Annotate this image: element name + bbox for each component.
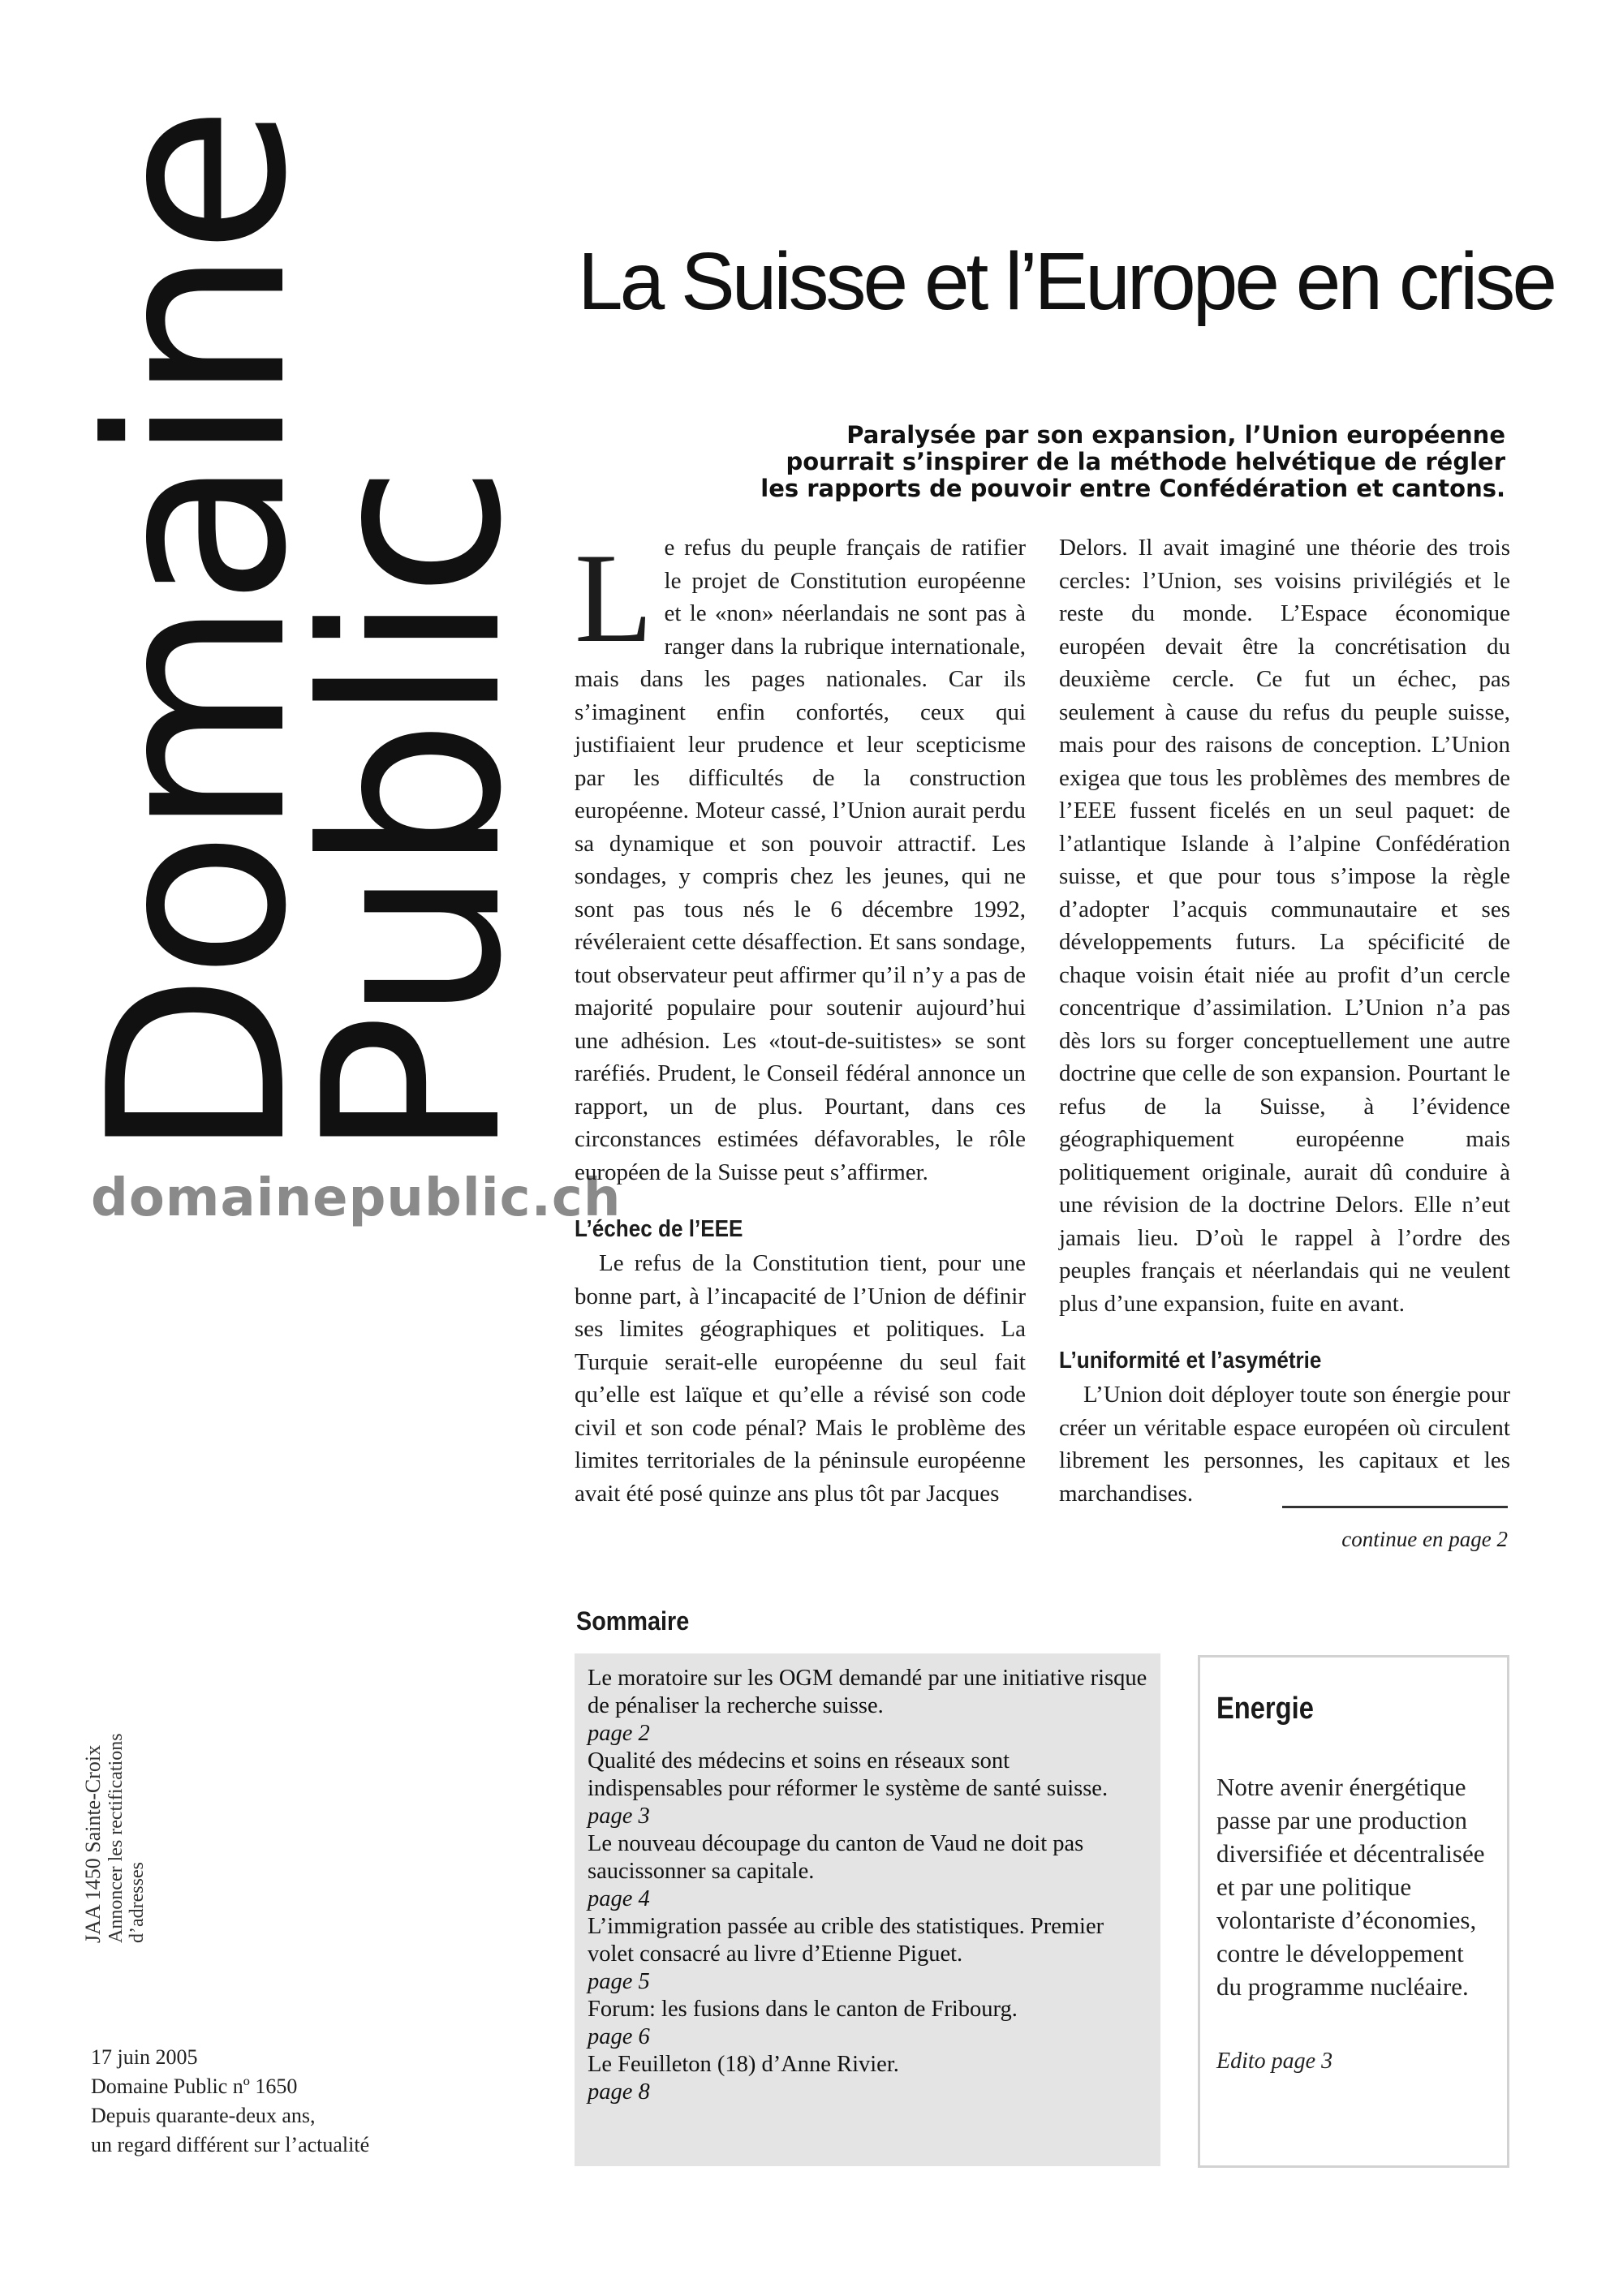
lede-line: pourrait s’inspirer de la méthode helvétique de régler [786,448,1505,475]
toc-item-page: page 4 [588,1886,650,1911]
toc-item[interactable] [588,1996,1147,2051]
issue-info [91,2043,369,2160]
article-paragraph-1 [575,527,1026,1189]
article-column-1 [575,527,1026,1510]
toc-item[interactable] [588,1830,1147,1913]
continue-link[interactable]: continue en page 2 [1341,1527,1508,1551]
toc-item[interactable] [588,2051,1147,2106]
address-line: JAA 1450 Sainte-Croix [81,1744,105,1943]
toc-item-title: Le nouveau découpage du canton de Vaud ne doit pas saucissonner sa capitale. [588,1831,1084,1884]
article-paragraph-3: L’Union doit déployer toute son énergie pour créer un véritable espace européen où circulent librement les personnes, les capitaux et les marchandises. [1059,1382,1510,1507]
masthead-public: Public [272,469,555,1160]
issue-number: Domaine Public nº 1650 [91,2075,298,2098]
sommaire-heading: Sommaire [576,1606,690,1636]
article-title: La Suisse et l’Europe en crise [578,236,1554,327]
article-paragraph-2-continued: Delors. Il avait imaginé une théorie des trois cercles: l’Union, ses voisins privilégiés et le reste du monde. L’Espace économique européen devait être la concrétisation du deuxième cercle. Ce fut un échec, pas seulement à cause du refus du peuple suisse, mais pour des raisons de conception. L’Union exigea que tous les problèmes des membres de l’EEE fussent ficelés en un seul paquet: de l’atlantique Islande à l’alpine Confédération suisse, et que pour tous s’impose la règle d’adopter l’acquis communautaire et ses développements futurs. La spécificité de chaque voisin était niée au profit d’un cercle concentrique d’assimilation. L’Union n’a pas dès lors su forger conceptuellement une autre doctrine que celle de son expansion. Pourtant le refus de la Suisse, à l’évidence géographiquement européenne mais politiquement originale, aurait dû conduire à une révision de la doctrine Delors. Elle n’eut jamais lieu. D’où le rappel à l’ordre des peuples français et néerlandais qui ne veulent plus d’une expansion, fuite en avant. [1059,535,1510,1317]
subheading-eee: L’échec de l’EEE [575,1216,743,1242]
drop-cap: L [575,527,653,669]
address-block [81,1700,148,1943]
continue-rule [1282,1506,1508,1508]
address-line: Annoncer les rectifications [105,1733,127,1943]
article-lede [698,422,1505,502]
toc-item-page: page 3 [588,1804,650,1829]
subheading-uniformite: L’uniformité et l’asymétrie [1059,1348,1322,1374]
toc-item-page: page 8 [588,2079,650,2105]
toc-item-title: Forum: les fusions dans le canton de Fribourg. [588,1997,1018,2022]
energy-text: Notre avenir énergétique passe par une production diversifiée et décentralisée et par une politique volontariste d’économies, contre le développement du programme nucléaire. [1216,1773,1485,2001]
issue-date: 17 juin 2005 [91,2045,198,2069]
toc-item-title: Le moratoire sur les OGM demandé par une initiative risque de pénaliser la recherche suisse. [588,1666,1147,1718]
sommaire-list [575,1653,1160,2166]
toc-item-title: L’immigration passée au crible des statistiques. Premier volet consacré au livre d’Etienne Piguet. [588,1914,1104,1967]
energy-box [1198,1655,1509,2168]
toc-item-page: page 2 [588,1721,650,1746]
toc-item-title: Qualité des médecins et soins en réseaux sont indispensables pour réformer le système de santé suisse. [588,1748,1109,1801]
toc-item-title: Le Feuilleton (18) d’Anne Rivier. [588,2052,899,2077]
energy-edito-link[interactable]: Edito page 3 [1216,2049,1333,2074]
address-line: d’adresses [127,1862,148,1943]
article-column-2 [1059,531,1510,1510]
energy-heading: Energie [1216,1692,1314,1726]
lede-line: Paralysée par son expansion, l’Union européenne [846,421,1505,449]
paragraph-text: e refus du peuple français de ratifier le projet de Constitution européenne et le «non» néerlandais ne sont pas à ranger dans la rubrique internationale, mais dans les pages nationales. Car ils s’imaginent enfin confortés, ceux qui justifiaient leur prudence et leur scepticisme par les difficultés de la construction européenne. Moteur cassé, l’Union aurait perdu sa dynamique et son pouvoir attractif. Les sondages, y compris chez les jeunes, qui ne sont pas tous nés le 6 décembre 1992, révéleraient cette désaffection. Et sans sondage, tout observateur peut affirmer qu’il n’y a pas de majorité populaire pour soutenir aujourd’hui une adhésion. Les «tout-de-suitistes» se sont raréfiés. Prudent, le Conseil fédéral annonce un rapport, un de plus. Pourtant, dans ces circonstances estimées défavorables, le rôle européen de la Suisse peut s’affirmer. [575,535,1026,1185]
toc-item[interactable] [588,1913,1147,1996]
toc-item[interactable] [588,1665,1147,1748]
tagline: un regard différent sur l’actualité [91,2133,370,2156]
toc-item-page: page 6 [588,2024,650,2049]
toc-item[interactable] [588,1748,1147,1830]
toc-item-page: page 5 [588,1969,650,1994]
lede-line: les rapports de pouvoir entre Confédération et cantons. [760,475,1505,502]
article-paragraph-2: Le refus de la Constitution tient, pour une bonne part, à l’incapacité de l’Union de définir ses limites géographiques et politiques. La Turquie serait-elle européenne du seul fait qu’elle est laïque et qu’elle a révisé son code civil et son code pénal? Mais le problème des limites territoriales de la péninsule européenne avait été posé quinze ans plus tôt par Jacques [575,1250,1026,1507]
masthead-domaine: Domaine [57,111,340,1160]
tagline: Depuis quarante-deux ans, [91,2104,316,2127]
site-url[interactable]: domainepublic.ch [91,1168,622,1228]
